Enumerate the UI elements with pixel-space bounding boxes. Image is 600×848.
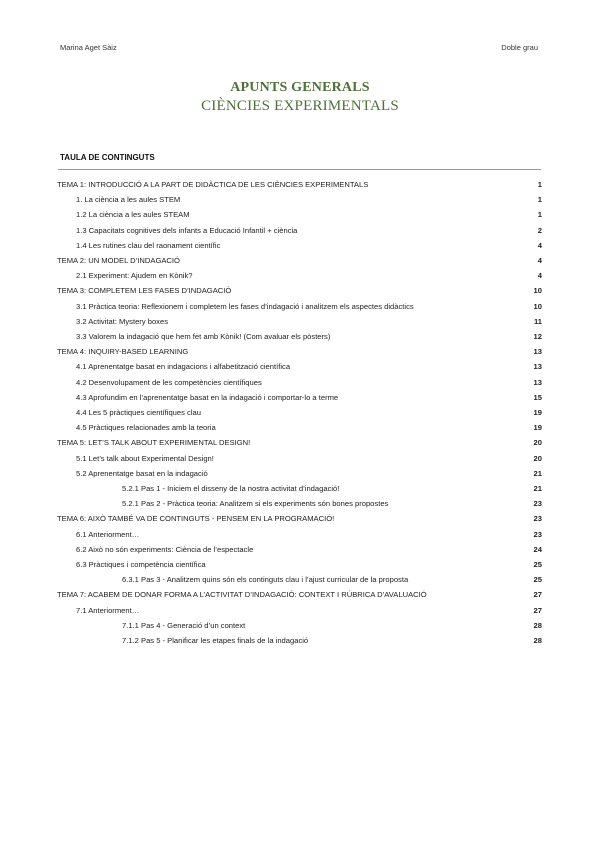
toc-entry-label: 2.1 Experiment: Ajudem en Kònik? [76, 271, 193, 281]
toc-entry-label: 4.3 Aprofundim en l’aprenentatge basat en la indagació i comportar-lo a terme [76, 392, 339, 402]
toc-entry[interactable] [0, 420, 600, 435]
toc-entry-label: TEMA 1: INTRODUCCIÓ A LA PART DE DIDÀCTICA DE LES CIÈNCIES EXPERIMENTALS [57, 180, 369, 189]
toc-entry[interactable] [0, 390, 600, 405]
toc-entry[interactable] [0, 223, 600, 238]
toc-entry-page: 23 [533, 499, 542, 509]
toc-entry-label: 1.4 Les rutines clau del raonament científic [76, 240, 221, 250]
toc-entry-page: 10 [533, 286, 542, 296]
toc-entry-page: 23 [533, 514, 542, 524]
toc-entry-label: 4.5 Pràctiques relacionades amb la teoria [76, 423, 216, 433]
toc-entry-page: 20 [533, 438, 542, 448]
toc-entry-label: TEMA 2: UN MODEL D’INDAGACIÓ [57, 256, 180, 265]
toc-entry-label: 4.4 Les 5 pràctiques científiques clau [76, 408, 201, 417]
toc-entry-page: 15 [533, 392, 542, 402]
toc-entry-label: 6.2 Això no són experiments: Ciència de l’espectacle [76, 544, 254, 554]
toc-entry[interactable] [0, 527, 600, 542]
toc-entry-label: 6.1 Anteriorment… [76, 529, 140, 539]
toc-entry[interactable] [0, 587, 600, 602]
toc-entry[interactable] [0, 344, 600, 359]
toc-entry[interactable] [0, 557, 600, 572]
toc-entry-page: 1 [537, 180, 542, 189]
toc-entry-page: 1 [537, 195, 542, 205]
toc-entry[interactable] [0, 603, 600, 618]
toc-entry-page: 4 [537, 271, 542, 281]
toc-entry-page: 13 [533, 362, 542, 372]
toc-entry-label: 5.2 Aprenentatge basat en la indagació [76, 468, 208, 478]
toc-entry-page: 25 [533, 575, 542, 585]
toc-entry[interactable] [0, 177, 600, 192]
toc-entry-page: 19 [533, 423, 542, 433]
toc-entry-label: 7.1.1 Pas 4 - Generació d’un context [122, 620, 246, 630]
toc-entry-page: 4 [537, 240, 542, 250]
toc-entry[interactable] [0, 283, 600, 298]
toc-entry-page: 27 [533, 605, 542, 615]
toc-entry[interactable] [0, 542, 600, 557]
toc-entry[interactable] [0, 466, 600, 481]
toc-heading: TAULA DE CONTINGUTS [60, 153, 155, 162]
header-degree: Doble grau [501, 43, 538, 52]
toc-entry-label: 6.3 Pràctiques i competència científica [76, 560, 206, 569]
toc-entry[interactable] [0, 192, 600, 207]
toc-entry[interactable] [0, 375, 600, 390]
toc-divider [58, 169, 541, 170]
toc-entry-label: TEMA 3: COMPLETEM LES FASES D’INDAGACIÓ [57, 286, 232, 296]
toc-entry-label: 6.3.1 Pas 3 - Analitzem quins són els continguts clau i l’ajust curricular de la proposta [122, 575, 409, 585]
toc-entry-label: TEMA 5: LET’S TALK ABOUT EXPERIMENTAL DESIGN! [57, 438, 251, 448]
toc-entry-page: 25 [533, 560, 542, 569]
toc-entry-label: 3.3 Valorem la indagació que hem fet amb Kònik! (Com avaluar els pòsters) [76, 332, 331, 341]
toc-entry[interactable] [0, 618, 600, 633]
toc-entry-page: 19 [533, 408, 542, 417]
toc-entry-label: 5.1 Let’s talk about Experimental Design! [76, 453, 214, 463]
toc-entry-label: TEMA 7: ACABEM DE DONAR FORMA A L’ACTIVITAT D’INDAGACIÓ: CONTEXT I RÚBRICA D’AVALUACIÓ [57, 590, 427, 600]
toc-entry[interactable] [0, 299, 600, 314]
toc-entry-label: 5.2.1 Pas 2 - Pràctica teoria: Analitzem si els experiments són bones propostes [122, 499, 389, 509]
toc-entry-label: 4.1 Aprenentatge basat en indagacions i alfabetització científica [76, 362, 291, 372]
toc-entry[interactable] [0, 359, 600, 374]
document-title: APUNTS GENERALS [230, 80, 370, 95]
toc-entry[interactable] [0, 405, 600, 420]
toc-entry-page: 4 [537, 256, 542, 265]
toc-entry[interactable] [0, 511, 600, 526]
toc-entry[interactable] [0, 633, 600, 648]
toc-entry-page: 28 [533, 620, 542, 630]
toc-entry[interactable] [0, 238, 600, 253]
toc-entry-label: 3.2 Activitat: Mystery boxes [76, 316, 169, 326]
toc-entry-page: 13 [533, 377, 542, 387]
toc-entry-label: TEMA 4: INQUIRY-BASED LEARNING [57, 347, 189, 357]
toc-entry-label: TEMA 6: AIXÒ TAMBÉ VA DE CONTINGUTS - PENSEM EN LA PROGRAMACIÓ! [57, 514, 335, 524]
document-subtitle: CIÈNCIES EXPERIMENTALS [201, 98, 399, 114]
header-author: Marina Aget Sàiz [60, 43, 117, 52]
toc-entry[interactable] [0, 435, 600, 450]
toc-entry[interactable] [0, 207, 600, 222]
toc-entry-page: 21 [533, 468, 542, 478]
toc-entry-page: 20 [533, 453, 542, 463]
toc-entry-page: 24 [533, 544, 542, 554]
toc-entry-page: 12 [533, 332, 542, 341]
toc-entry-page: 10 [533, 301, 542, 311]
toc-entry-label: 3.1 Pràctica teoria: Reflexionem i completem les fases d’indagació i analitzem els aspectes didàctics [76, 301, 414, 311]
toc-entry-label: 4.2 Desenvolupament de les competències científiques [76, 377, 262, 387]
toc-entry[interactable] [0, 268, 600, 283]
toc-entry-page: 2 [537, 225, 542, 235]
toc-entry-page: 11 [533, 316, 542, 326]
toc-entry[interactable] [0, 451, 600, 466]
toc-entry[interactable] [0, 329, 600, 344]
toc-entry[interactable] [0, 314, 600, 329]
toc-entry-label: 5.2.1 Pas 1 - Iniciem el disseny de la nostra activitat d’indagació! [122, 484, 340, 493]
toc-entry-page: 28 [533, 636, 542, 645]
toc-entry-label: 7.1.2 Pas 5 - Planificar les etapes finals de la indagació [122, 636, 309, 645]
toc-entry[interactable] [0, 572, 600, 587]
toc-entry-label: 1. La ciència a les aules STEM [76, 195, 181, 205]
toc-entry[interactable] [0, 481, 600, 496]
toc-entry-label: 7.1 Anteriorment… [76, 605, 140, 615]
toc-entry-page: 27 [533, 590, 542, 600]
toc-entry-page: 21 [533, 484, 542, 493]
toc-entry-page: 13 [533, 347, 542, 357]
toc-entry-page: 23 [533, 529, 542, 539]
toc-entry[interactable] [0, 496, 600, 511]
toc-entry-label: 1.2 La ciència a les aules STEAM [76, 210, 190, 220]
toc-entry-page: 1 [537, 210, 542, 220]
toc-entry[interactable] [0, 253, 600, 268]
toc-entry-label: 1.3 Capacitats cognitives dels infants a Educació Infantil + ciència [76, 225, 298, 235]
